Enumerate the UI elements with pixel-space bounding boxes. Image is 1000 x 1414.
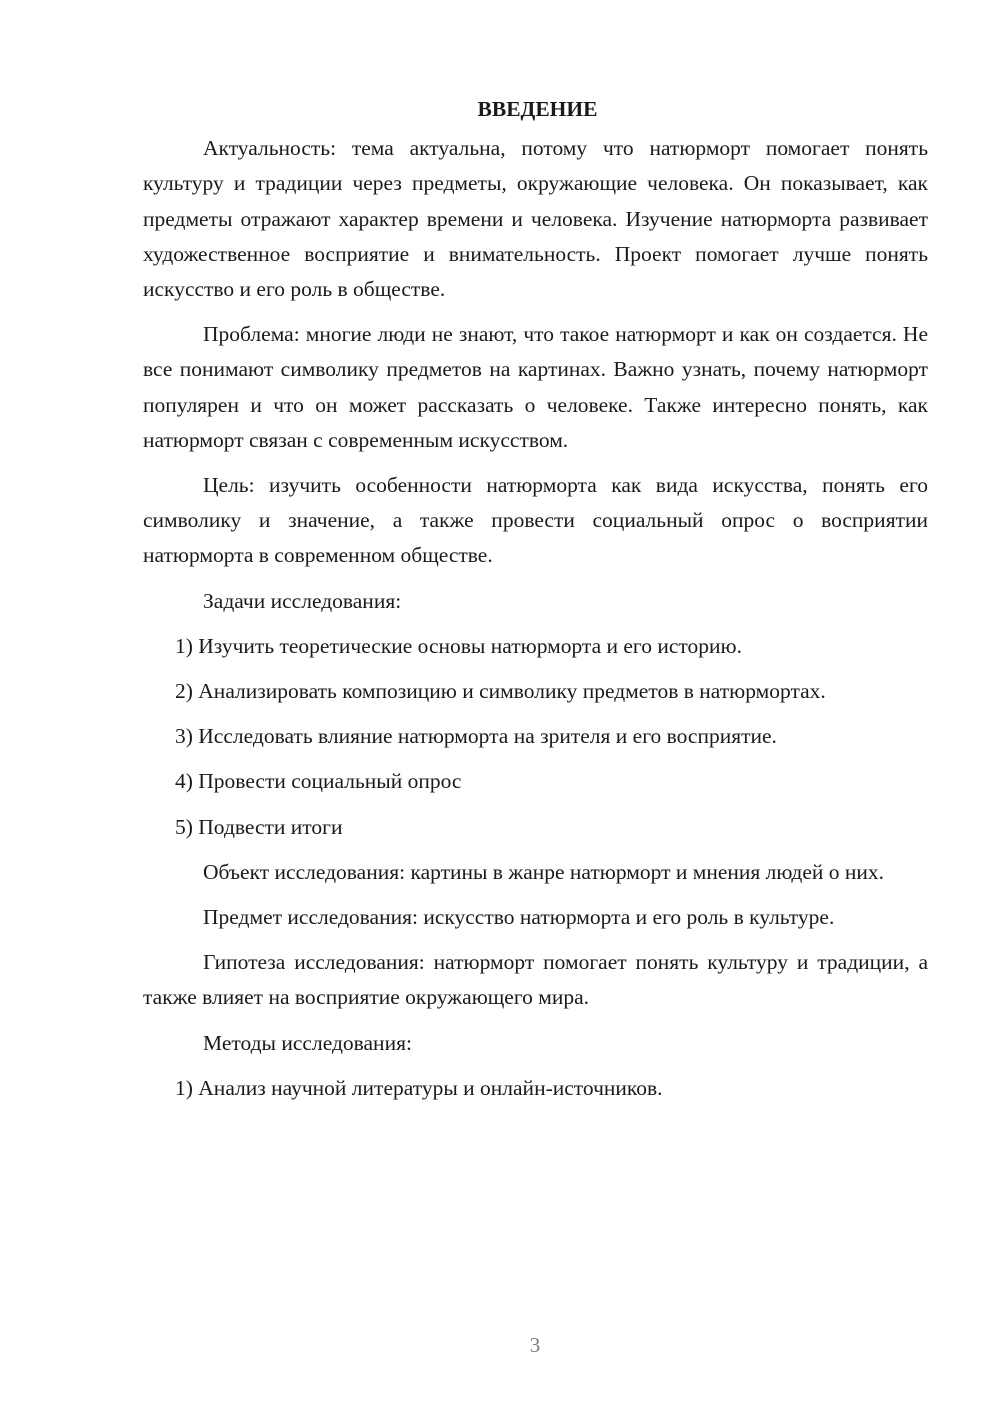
methods-heading: Методы исследования:: [203, 1030, 412, 1055]
page-content: [143, 92, 928, 1116]
method-item: 1) Анализ научной литературы и онлайн-источников.: [175, 1075, 663, 1100]
page-number: 3: [529, 1333, 541, 1357]
task-item: 2) Анализировать композицию и символику предметов в натюрмортах.: [175, 679, 826, 704]
task-item: 3) Исследовать влияние натюрморта на зрителя и его восприятие.: [175, 724, 777, 749]
task-item: 1) Изучить теоретические основы натюрморта и его историю.: [175, 633, 742, 658]
goal-paragraph: Цель: изучить особенности натюрморта как вида искусства, понять его символику и значение, а также провести социальный опрос о восприятии натюрморта в современном обществе.: [143, 473, 928, 568]
subject-paragraph: Предмет исследования: искусство натюрморта и его роль в культуре.: [203, 905, 835, 930]
relevance-paragraph: Актуальность: тема актуальна, потому что натюрморт помогает понять культуру и традиции через предметы, окружающие человека. Он показывает, как предметы отражают характер времени и человека. Изучение натюрморта развивает художественное восприятие и внимательность. Проект помогает лучше понять искусство и его роль в обществе.: [143, 136, 928, 302]
section-title: ВВЕДЕНИЕ: [477, 97, 598, 121]
task-item: 5) Подвести итоги: [175, 814, 343, 839]
tasks-heading: Задачи исследования:: [203, 588, 402, 613]
task-item: 4) Провести социальный опрос: [175, 769, 462, 794]
object-paragraph: Объект исследования: картины в жанре натюрморт и мнения людей о них.: [203, 859, 885, 884]
hypothesis-paragraph: Гипотеза исследования: натюрморт помогает понять культуру и традиции, а также влияет на восприятие окружающего мира.: [143, 950, 928, 1010]
problem-paragraph: Проблема: многие люди не знают, что такое натюрморт и как он создается. Не все понимают символику предметов на картинах. Важно узнать, почему натюрморт популярен и что он может рассказать о человеке. Также интересно понять, как натюрморт связан с современным искусством.: [143, 322, 928, 452]
